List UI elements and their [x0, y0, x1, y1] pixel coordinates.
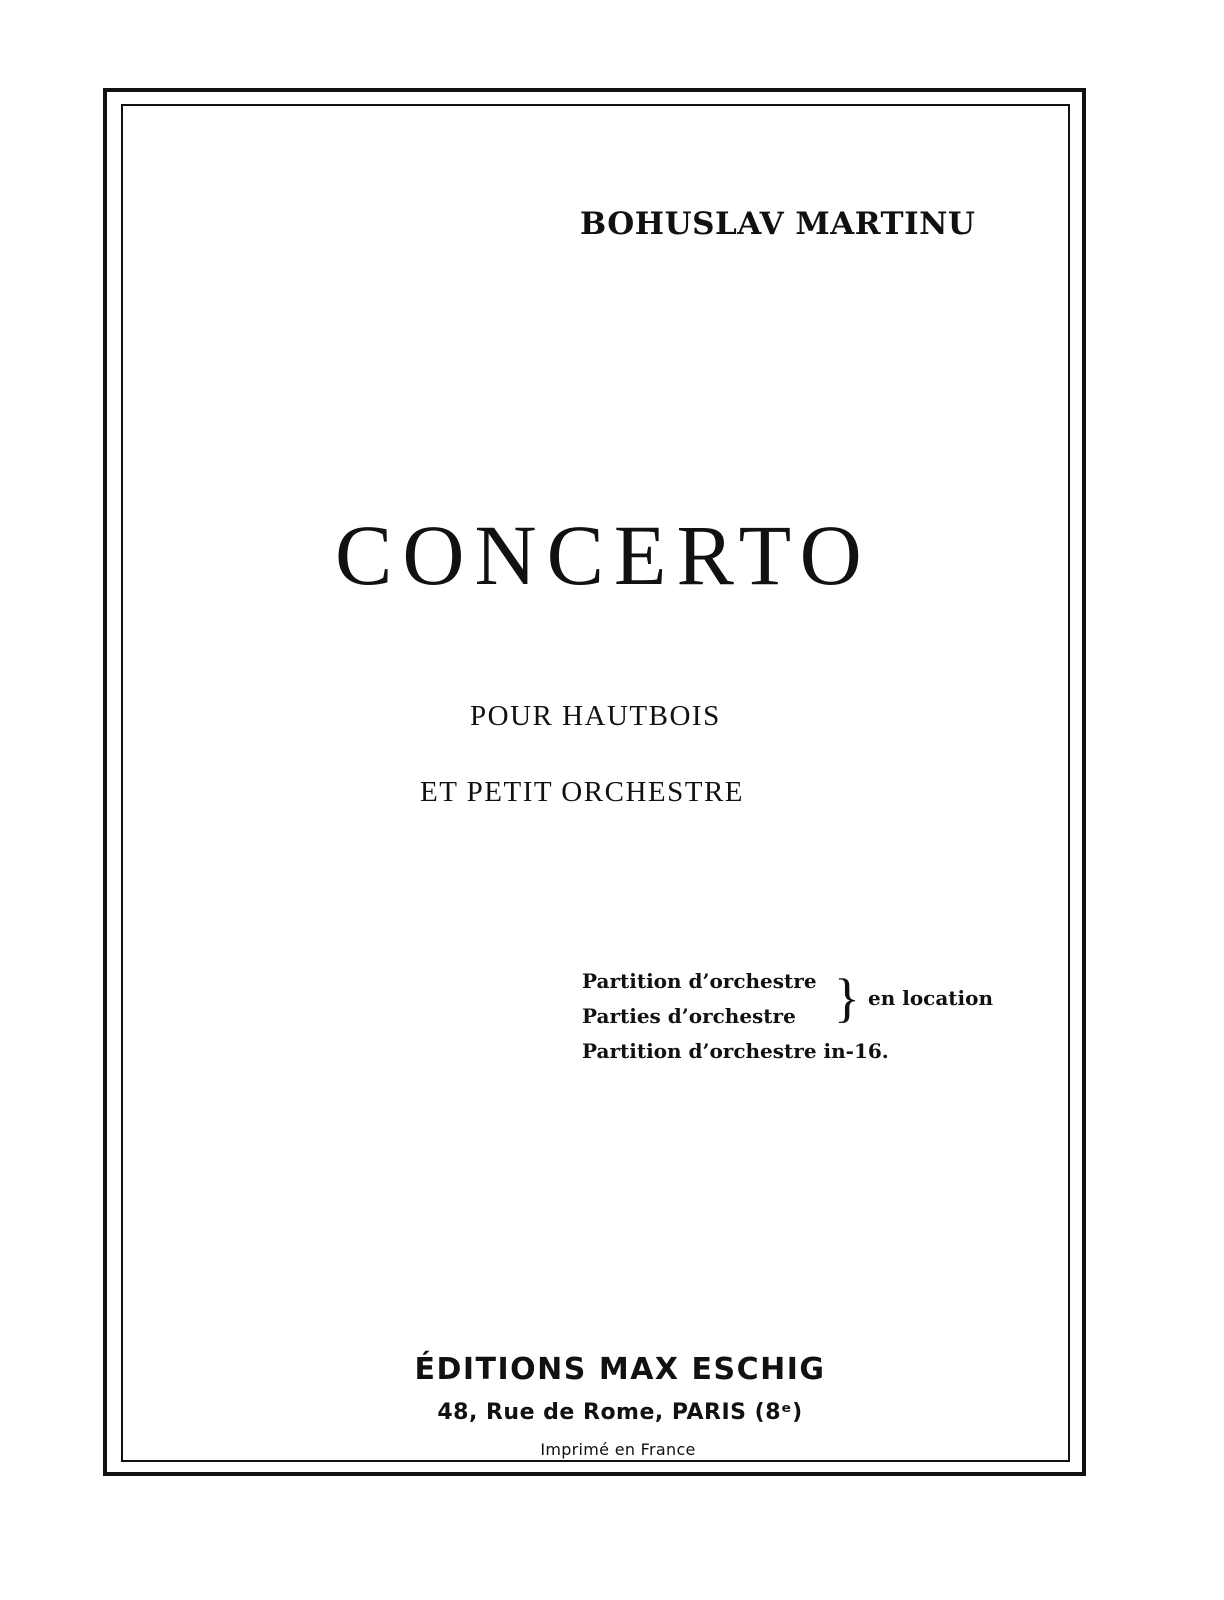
editions-list — [582, 964, 994, 1069]
edition-item-miniature-score: Partition d’orchestre in-16. — [582, 1039, 889, 1063]
edition-item-score: Partition d’orchestre — [582, 969, 817, 993]
publisher-address: 48, Rue de Rome, PARIS (8ᵉ) — [437, 1400, 803, 1425]
work-title: CONCERTO — [335, 507, 872, 603]
subtitle-line-2: ET PETIT ORCHESTRE — [420, 776, 744, 808]
composer-name: BOHUSLAV MARTINU — [580, 206, 976, 242]
edition-item-parts: Parties d’orchestre — [582, 1004, 796, 1028]
subtitle-line-1: POUR HAUTBOIS — [470, 700, 721, 732]
publisher-name: ÉDITIONS MAX ESCHIG — [414, 1352, 826, 1387]
brace-icon: } — [834, 968, 860, 1028]
rental-note: en location — [868, 986, 994, 1010]
printed-in: Imprimé en France — [540, 1440, 696, 1459]
